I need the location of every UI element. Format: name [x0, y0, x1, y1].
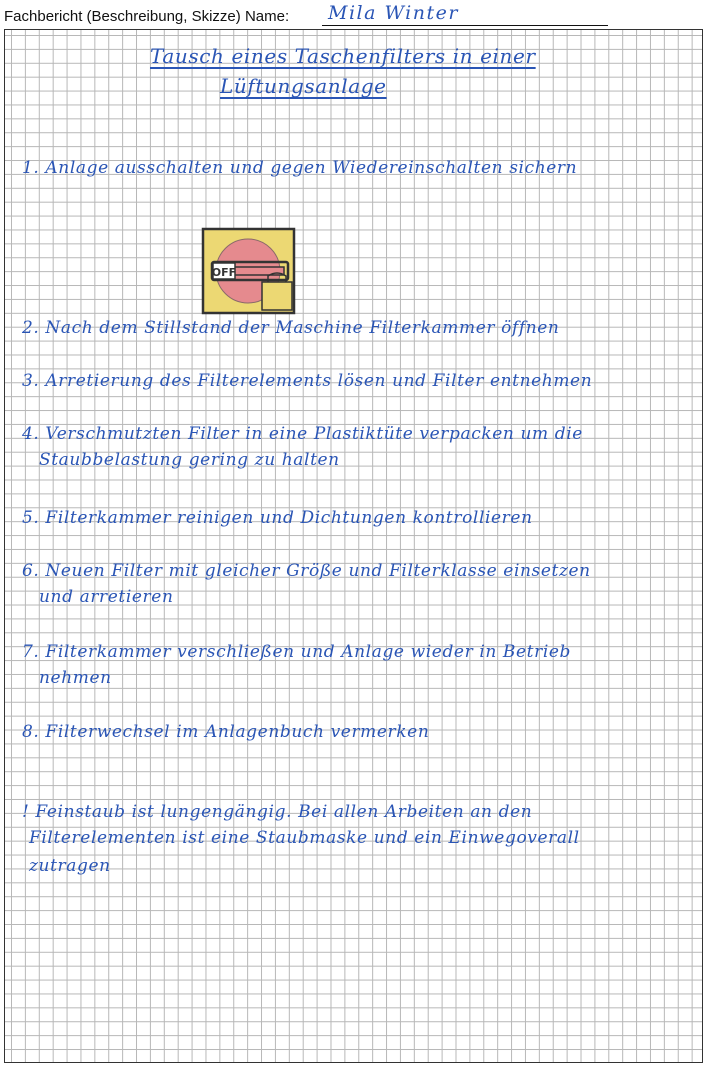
warning-line-2: Filterelementen ist eine Staubmaske und ein Einwegoverall — [29, 828, 580, 848]
title-line-2: Lüftungsanlage — [220, 74, 387, 98]
step-8: 8. Filterwechsel im Anlagenbuch vermerken — [22, 722, 430, 742]
title-line-1: Tausch eines Taschenfilters in einer — [150, 44, 536, 68]
step-6-line-1: 6. Neuen Filter mit gleicher Größe und Filterklasse einsetzen — [22, 561, 591, 581]
name-field — [322, 2, 608, 26]
step-5: 5. Filterkammer reinigen und Dichtungen kontrollieren — [22, 508, 533, 528]
step-6-line-2: und arretieren — [39, 587, 174, 607]
step-7-line-1: 7. Filterkammer verschließen und Anlage wieder in Betrieb — [22, 642, 571, 662]
step-4-line-2: Staubbelastung gering zu halten — [39, 450, 340, 470]
grid-paper — [4, 29, 703, 1063]
header — [4, 2, 704, 28]
off-switch-drawing — [200, 226, 297, 316]
header-label: Fachbericht (Beschreibung, Skizze) Name: — [4, 8, 290, 25]
switch-off-label: OFF — [211, 266, 237, 279]
step-4-line-1: 4. Verschmutzten Filter in eine Plastiktüte verpacken um die — [22, 424, 583, 444]
step-1: 1. Anlage ausschalten und gegen Wiedereinschalten sichern — [22, 158, 578, 178]
step-7-line-2: nehmen — [39, 668, 112, 688]
warning-line-1: ! Feinstaub ist lungengängig. Bei allen Arbeiten an den — [22, 802, 533, 822]
step-2: 2. Nach dem Stillstand der Maschine Filterkammer öffnen — [22, 318, 560, 338]
step-3: 3. Arretierung des Filterelements lösen und Filter entnehmen — [22, 371, 593, 391]
name-value: Mila Winter — [328, 2, 459, 24]
switch-handle-inner — [234, 267, 284, 275]
warning-line-3: zutragen — [29, 856, 111, 876]
padlock-body — [262, 282, 292, 310]
